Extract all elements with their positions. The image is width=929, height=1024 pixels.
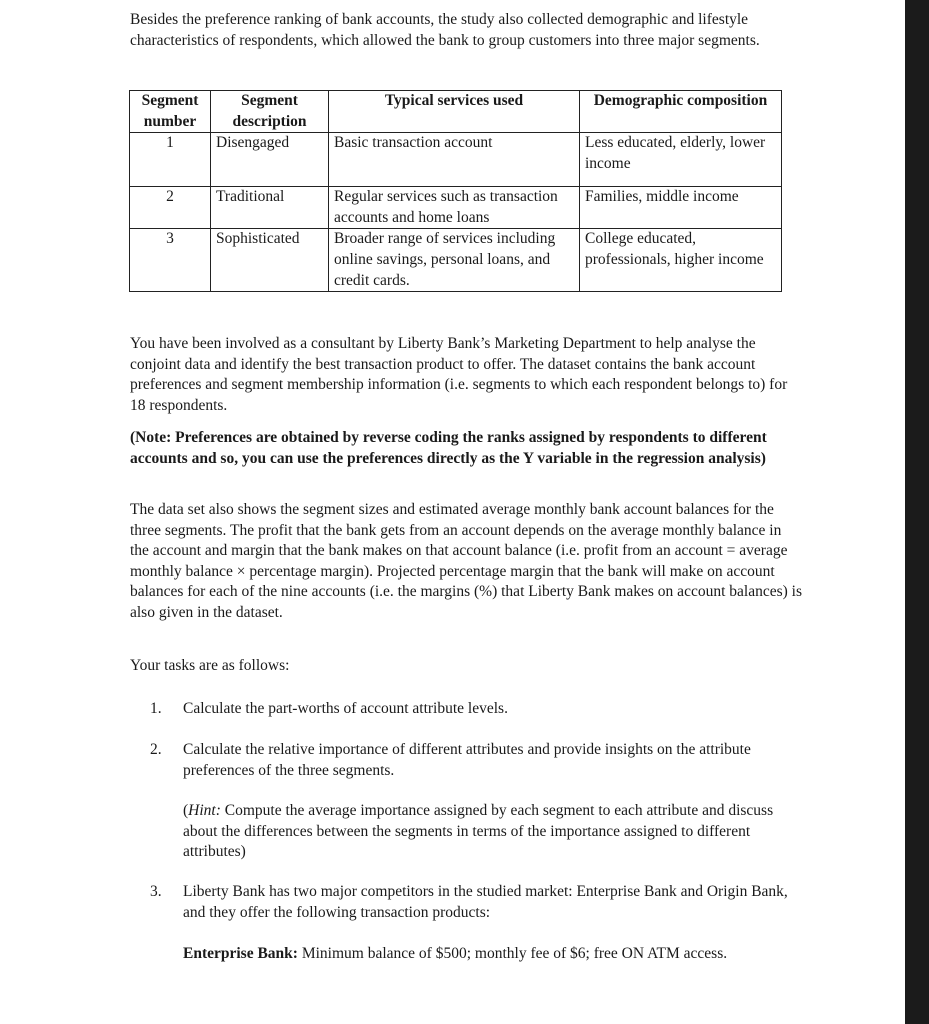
enterprise-text: Minimum balance of $500; monthly fee of $6; free ON ATM access.	[297, 945, 728, 962]
segment-number: 1	[130, 133, 211, 187]
segment-services: Broader range of services including online savings, personal loans, and credit cards.	[329, 229, 580, 292]
segment-services: Regular services such as transaction accounts and home loans	[329, 187, 580, 229]
table-row	[130, 133, 782, 187]
header-demographic: Demographic composition	[580, 91, 782, 133]
consultant-paragraph: You have been involved as a consultant by Liberty Bank’s Marketing Department to help analyse the conjoint data and identify the best transaction product to offer. The dataset contains the bank account preferences and segment membership information (i.e. segments to which each respondent belongs to) for 18 respondents.	[130, 335, 788, 414]
intro-paragraph: Besides the preference ranking of bank accounts, the study also collected demographic and lifestyle characteristics of respondents, which allowed the bank to group customers into three major segments.	[130, 11, 760, 49]
enterprise-bank-paragraph	[183, 944, 793, 965]
hint-paragraph: (Hint: Compute the average importance assigned by each segment to each attribute and discuss about the differences between the segments in terms of the importance assigned to different attributes)	[183, 802, 774, 861]
task-number: 3.	[150, 883, 162, 900]
hint-text: Compute the average importance assigned by each segment to each attribute and discuss about the differences between the segments in terms of the importance assigned to different attributes)	[183, 802, 774, 861]
task-number: 2.	[150, 741, 162, 758]
task-text: Calculate the relative importance of different attributes and provide insights on the attribute preferences of the three segments.	[183, 741, 751, 779]
segment-description: Sophisticated	[211, 229, 329, 292]
dataset-paragraph: The data set also shows the segment sizes and estimated average monthly bank account balances for the three segments. The profit that the bank gets from an account depends on the average monthly balance in the account and margin that the bank makes on that account balance (i.e. profit from an account = average monthly balance × percentage margin). Projected percentage margin that the bank will make on account balances for each of the nine accounts (i.e. the margins (%) that Liberty Bank makes on account balances) is also given in the dataset.	[130, 501, 802, 621]
table-row	[130, 229, 782, 292]
segments-table	[129, 90, 782, 292]
segment-description: Disengaged	[211, 133, 329, 187]
task-text: Calculate the part-worths of account attribute levels.	[183, 700, 508, 717]
task-number: 1.	[150, 700, 162, 717]
segment-demographic: Families, middle income	[580, 187, 782, 229]
header-segment-number: Segment number	[130, 91, 211, 133]
table-row	[130, 187, 782, 229]
table-header-row	[130, 91, 782, 133]
segment-number: 2	[130, 187, 211, 229]
header-segment-description: Segment description	[211, 91, 329, 133]
segment-number: 3	[130, 229, 211, 292]
header-typical-services: Typical services used	[329, 91, 580, 133]
enterprise-label: Enterprise Bank:	[183, 945, 298, 962]
segment-services: Basic transaction account	[329, 133, 580, 187]
segment-demographic: College educated, professionals, higher income	[580, 229, 782, 292]
tasks-intro: Your tasks are as follows:	[130, 657, 290, 674]
segment-description: Traditional	[211, 187, 329, 229]
task-text: Liberty Bank has two major competitors in the studied market: Enterprise Bank and Origin Bank, and they offer the following transaction products:	[183, 883, 788, 921]
hint-label: Hint:	[188, 802, 221, 819]
note-paragraph: (Note: Preferences are obtained by reverse coding the ranks assigned by respondents to different accounts and so, you can use the preferences directly as the Y variable in the regression analysis)	[130, 429, 767, 467]
segment-demographic: Less educated, elderly, lower income	[580, 133, 782, 187]
